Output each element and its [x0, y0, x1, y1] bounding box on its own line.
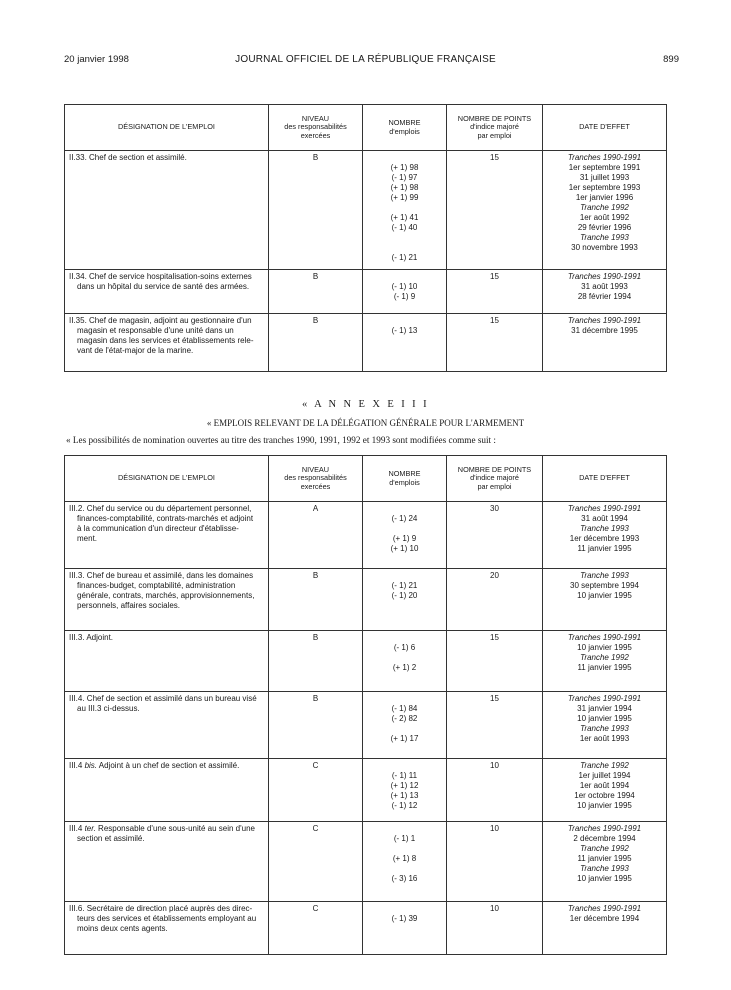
employment-table-annex-2 [64, 104, 667, 372]
col-header-niveau: NIVEAU des responsabilités exercées [269, 105, 363, 151]
table-row [65, 269, 667, 313]
tranche-label: Tranche 1993 [580, 863, 629, 873]
niveau-cell: C [269, 758, 363, 821]
date-cell [543, 151, 667, 270]
effective-date: 1er août 1992 [579, 213, 630, 222]
table-row [65, 902, 667, 955]
col-header-nombre: NOMBRE d'emplois [363, 456, 447, 502]
nombre-value: (+ 1) 98 [390, 183, 419, 192]
designation-line: générale, contrats, marchés, approvisionnements, [77, 590, 255, 600]
date-cell [543, 692, 667, 759]
effective-date: 1er décembre 1994 [569, 914, 640, 924]
tranche-label: Tranches 1990-1991 [567, 315, 642, 325]
effective-date: 10 janvier 1995 [577, 800, 632, 810]
tranche-label: Tranche 1993 [580, 724, 629, 734]
nombre-value: (- 1) 12 [391, 800, 418, 810]
designation-cell [65, 758, 269, 821]
annex-subtitle: « EMPLOIS RELEVANT DE LA DÉLÉGATION GÉNÉRALE POUR L'ARMEMENT [206, 418, 525, 428]
niveau-cell: A [269, 502, 363, 569]
designation-line: III.2. Chef du service ou du département personnel, [69, 504, 252, 513]
effective-date: 11 janvier 1995 [577, 544, 632, 553]
designation-line: magasin dans les services et établissements rele- [77, 335, 254, 345]
col-header-designation: DÉSIGNATION DE L'EMPLOI [65, 456, 269, 502]
designation-line: II.33. Chef de section et assimilé. [69, 153, 187, 162]
effective-date: 10 janvier 1995 [577, 873, 632, 883]
designation-line: III.3. Chef de bureau et assimilé, dans les domaines [69, 570, 254, 580]
niveau-cell: B [269, 631, 363, 692]
designation-line: III.4 bis. Adjoint à un chef de section et assimilé. [69, 760, 240, 770]
tranche-label: Tranche 1993 [580, 524, 629, 533]
tranche-label: Tranche 1993 [580, 233, 629, 242]
effective-date: 31 juillet 1993 [579, 173, 630, 182]
tranche-label: Tranches 1990-1991 [567, 153, 642, 162]
designation-line: III.3. Adjoint. [69, 633, 114, 643]
points-cell: 15 [447, 313, 543, 371]
effective-date: 1er janvier 1996 [575, 193, 634, 202]
nombre-value: (- 1) 20 [391, 590, 418, 600]
designation-line: III.4 ter. Responsable d'une sous-unité au sein d'une [69, 823, 255, 833]
designation-cell [65, 692, 269, 759]
date-cell [543, 269, 667, 313]
designation-cell [65, 502, 269, 569]
nombre-value: (+ 1) 9 [392, 534, 417, 543]
tranche-label: Tranche 1992 [580, 653, 629, 663]
points-cell: 10 [447, 902, 543, 955]
niveau-cell: C [269, 821, 363, 902]
effective-date: 10 janvier 1995 [577, 590, 632, 600]
nombre-value: (+ 1) 10 [390, 544, 419, 553]
designation-line: magasin et responsable d'une unité dans un [77, 325, 234, 335]
nombre-value [367, 653, 442, 663]
nombre-value [367, 243, 442, 253]
designation-cell [65, 821, 269, 902]
tranche-label: Tranche 1992 [580, 203, 629, 212]
nombre-value: (- 1) 97 [391, 173, 418, 182]
effective-date: 10 janvier 1995 [577, 714, 632, 724]
designation-line: finances-budget, comptabilité, administration [77, 580, 236, 590]
nombre-value: (+ 1) 12 [390, 780, 419, 790]
nombre-value: (- 1) 6 [393, 643, 416, 653]
effective-date: 1er juillet 1994 [578, 770, 631, 780]
points-cell: 10 [447, 758, 543, 821]
table-row [65, 631, 667, 692]
date-cell [543, 502, 667, 569]
nombre-cell [363, 631, 447, 692]
effective-date: 11 janvier 1995 [577, 853, 632, 863]
designation-line: moins deux cents agents. [77, 924, 168, 934]
nombre-value: (+ 1) 99 [390, 193, 419, 202]
nombre-value: (+ 1) 17 [390, 734, 419, 744]
points-cell: 15 [447, 269, 543, 313]
nombre-value: (+ 1) 41 [390, 213, 419, 222]
niveau-cell: B [269, 692, 363, 759]
designation-cell [65, 269, 269, 313]
nombre-value: (+ 1) 8 [392, 853, 417, 863]
designation-line: II.35. Chef de magasin, adjoint au gestionnaire d'un [69, 315, 252, 325]
tranche-label: Tranches 1990-1991 [567, 823, 642, 833]
nombre-value [367, 864, 442, 874]
nombre-cell [363, 313, 447, 371]
points-cell: 15 [447, 151, 543, 270]
col-header-date: DATE D'EFFET [543, 456, 667, 502]
tranche-label: Tranche 1993 [580, 570, 629, 580]
date-cell [543, 313, 667, 371]
niveau-cell: B [269, 151, 363, 270]
nombre-value: (+ 1) 13 [390, 790, 419, 800]
nombre-value [367, 633, 442, 643]
designation-line: dans un hôpital du service de santé des armées. [77, 281, 250, 291]
col-header-niveau: NIVEAU des responsabilités exercées [269, 456, 363, 502]
points-cell: 10 [447, 821, 543, 902]
niveau-cell: C [269, 902, 363, 955]
employment-table-annex-3 [64, 455, 667, 955]
effective-date: 1er décembre 1993 [569, 534, 640, 543]
points-cell: 15 [447, 692, 543, 759]
nombre-cell [363, 758, 447, 821]
nombre-value: (- 1) 39 [391, 914, 418, 924]
page-number: 899 [663, 54, 679, 65]
nombre-value: (- 1) 9 [393, 291, 416, 301]
table-row [65, 313, 667, 371]
nombre-value: (- 3) 16 [391, 873, 418, 883]
effective-date: 1er août 1993 [579, 734, 630, 744]
col-header-date: DATE D'EFFET [543, 105, 667, 151]
tranche-label: Tranches 1990-1991 [567, 904, 642, 914]
nombre-value [367, 203, 442, 213]
effective-date: 1er septembre 1991 [568, 163, 641, 172]
tranche-label: Tranches 1990-1991 [567, 271, 642, 281]
nombre-cell [363, 151, 447, 270]
designation-cell [65, 902, 269, 955]
effective-date: 31 janvier 1994 [577, 704, 632, 714]
nombre-cell [363, 502, 447, 569]
designation-cell [65, 631, 269, 692]
journal-title: JOURNAL OFFICIEL DE LA RÉPUBLIQUE FRANÇAISE [235, 54, 496, 65]
nombre-value: (- 1) 24 [391, 514, 418, 523]
effective-date: 30 novembre 1993 [571, 243, 638, 252]
designation-cell [65, 313, 269, 371]
nombre-cell [363, 269, 447, 313]
tranche-label: Tranches 1990-1991 [567, 694, 642, 704]
nombre-value [367, 724, 442, 734]
nombre-value: (- 1) 1 [393, 833, 416, 843]
effective-date: 11 janvier 1995 [577, 663, 632, 673]
niveau-cell: B [269, 568, 363, 631]
nombre-cell [363, 568, 447, 631]
nombre-value: (- 1) 84 [391, 704, 418, 714]
designation-line: vant de l'état-major de la marine. [77, 345, 194, 355]
designation-line: section et assimilé. [77, 833, 145, 843]
designation-line: teurs des services et établissements employant au [77, 914, 257, 924]
col-header-designation: DÉSIGNATION DE L'EMPLOI [65, 105, 269, 151]
effective-date: 2 décembre 1994 [573, 833, 636, 843]
points-cell: 20 [447, 568, 543, 631]
col-header-points: NOMBRE DE POINTS d'indice majoré par emploi [447, 456, 543, 502]
effective-date: 1er octobre 1994 [574, 790, 635, 800]
nombre-value [367, 761, 442, 771]
nombre-value: (- 1) 21 [391, 253, 418, 262]
tranche-label: Tranche 1992 [580, 843, 629, 853]
nombre-value: (- 1) 11 [391, 770, 418, 780]
nombre-value [367, 824, 442, 834]
designation-line: ment. [77, 534, 98, 543]
niveau-cell: B [269, 269, 363, 313]
effective-date: 31 décembre 1995 [571, 325, 638, 335]
tranche-label: Tranches 1990-1991 [567, 633, 642, 643]
nombre-value [367, 504, 442, 514]
effective-date: 1er août 1994 [579, 780, 630, 790]
table-row [65, 502, 667, 569]
designation-line: III.6. Secrétaire de direction placé auprès des direc- [69, 904, 253, 914]
nombre-value [367, 571, 442, 581]
effective-date: 31 août 1993 [581, 281, 628, 291]
table-row [65, 151, 667, 270]
designation-line: à la communication d'un directeur d'établisse- [77, 524, 239, 533]
designation-line: personnels, affaires sociales. [77, 600, 181, 610]
nombre-cell [363, 692, 447, 759]
nombre-value [367, 316, 442, 326]
points-cell: 30 [447, 502, 543, 569]
nombre-value [367, 233, 442, 243]
nombre-value [367, 904, 442, 914]
points-cell: 15 [447, 631, 543, 692]
date-cell [543, 821, 667, 902]
nombre-value [367, 694, 442, 704]
col-header-points: NOMBRE DE POINTS d'indice majoré par emploi [447, 105, 543, 151]
col-header-nombre: NOMBRE d'emplois [363, 105, 447, 151]
nombre-value [367, 272, 442, 282]
designation-line: finances-comptabilité, contrats-marchés et adjoint [77, 514, 254, 523]
designation-line: III.4. Chef de section et assimilé dans un bureau visé [69, 694, 257, 704]
effective-date: 31 août 1994 [581, 514, 628, 523]
tranche-label: Tranche 1992 [580, 760, 629, 770]
designation-cell [65, 151, 269, 270]
nombre-value [367, 844, 442, 854]
designation-cell [65, 568, 269, 631]
nombre-cell [363, 821, 447, 902]
annex-title: « A N N E X E I I I [302, 399, 429, 410]
annex-intro: « Les possibilités de nomination ouvertes au titre des tranches 1990, 1991, 1992 et 1993 sont modifiées comme suit : [66, 435, 496, 445]
header-date: 20 janvier 1998 [64, 54, 129, 65]
designation-line: au III.3 ci-dessus. [77, 704, 140, 714]
effective-date: 10 janvier 1995 [577, 643, 632, 653]
nombre-cell [363, 902, 447, 955]
date-cell [543, 568, 667, 631]
nombre-value: (- 1) 40 [391, 223, 418, 232]
table-row [65, 568, 667, 631]
table-row [65, 821, 667, 902]
nombre-value: (- 1) 10 [391, 281, 418, 291]
date-cell [543, 902, 667, 955]
nombre-value: (- 1) 13 [391, 325, 418, 335]
nombre-value: (- 2) 82 [391, 714, 418, 724]
nombre-value [367, 153, 442, 163]
effective-date: 1er septembre 1993 [568, 183, 641, 192]
table-row [65, 692, 667, 759]
table-row [65, 758, 667, 821]
niveau-cell: B [269, 313, 363, 371]
nombre-value: (- 1) 21 [391, 580, 418, 590]
effective-date: 28 février 1994 [577, 291, 632, 301]
nombre-value: (+ 1) 2 [392, 663, 417, 673]
effective-date: 30 septembre 1994 [570, 580, 639, 590]
tranche-label: Tranches 1990-1991 [567, 504, 642, 513]
effective-date: 29 février 1996 [577, 223, 632, 232]
designation-line: II.34. Chef de service hospitalisation-soins externes [69, 271, 252, 281]
nombre-value: (+ 1) 98 [390, 163, 419, 172]
date-cell [543, 631, 667, 692]
date-cell [543, 758, 667, 821]
nombre-value [367, 524, 442, 534]
